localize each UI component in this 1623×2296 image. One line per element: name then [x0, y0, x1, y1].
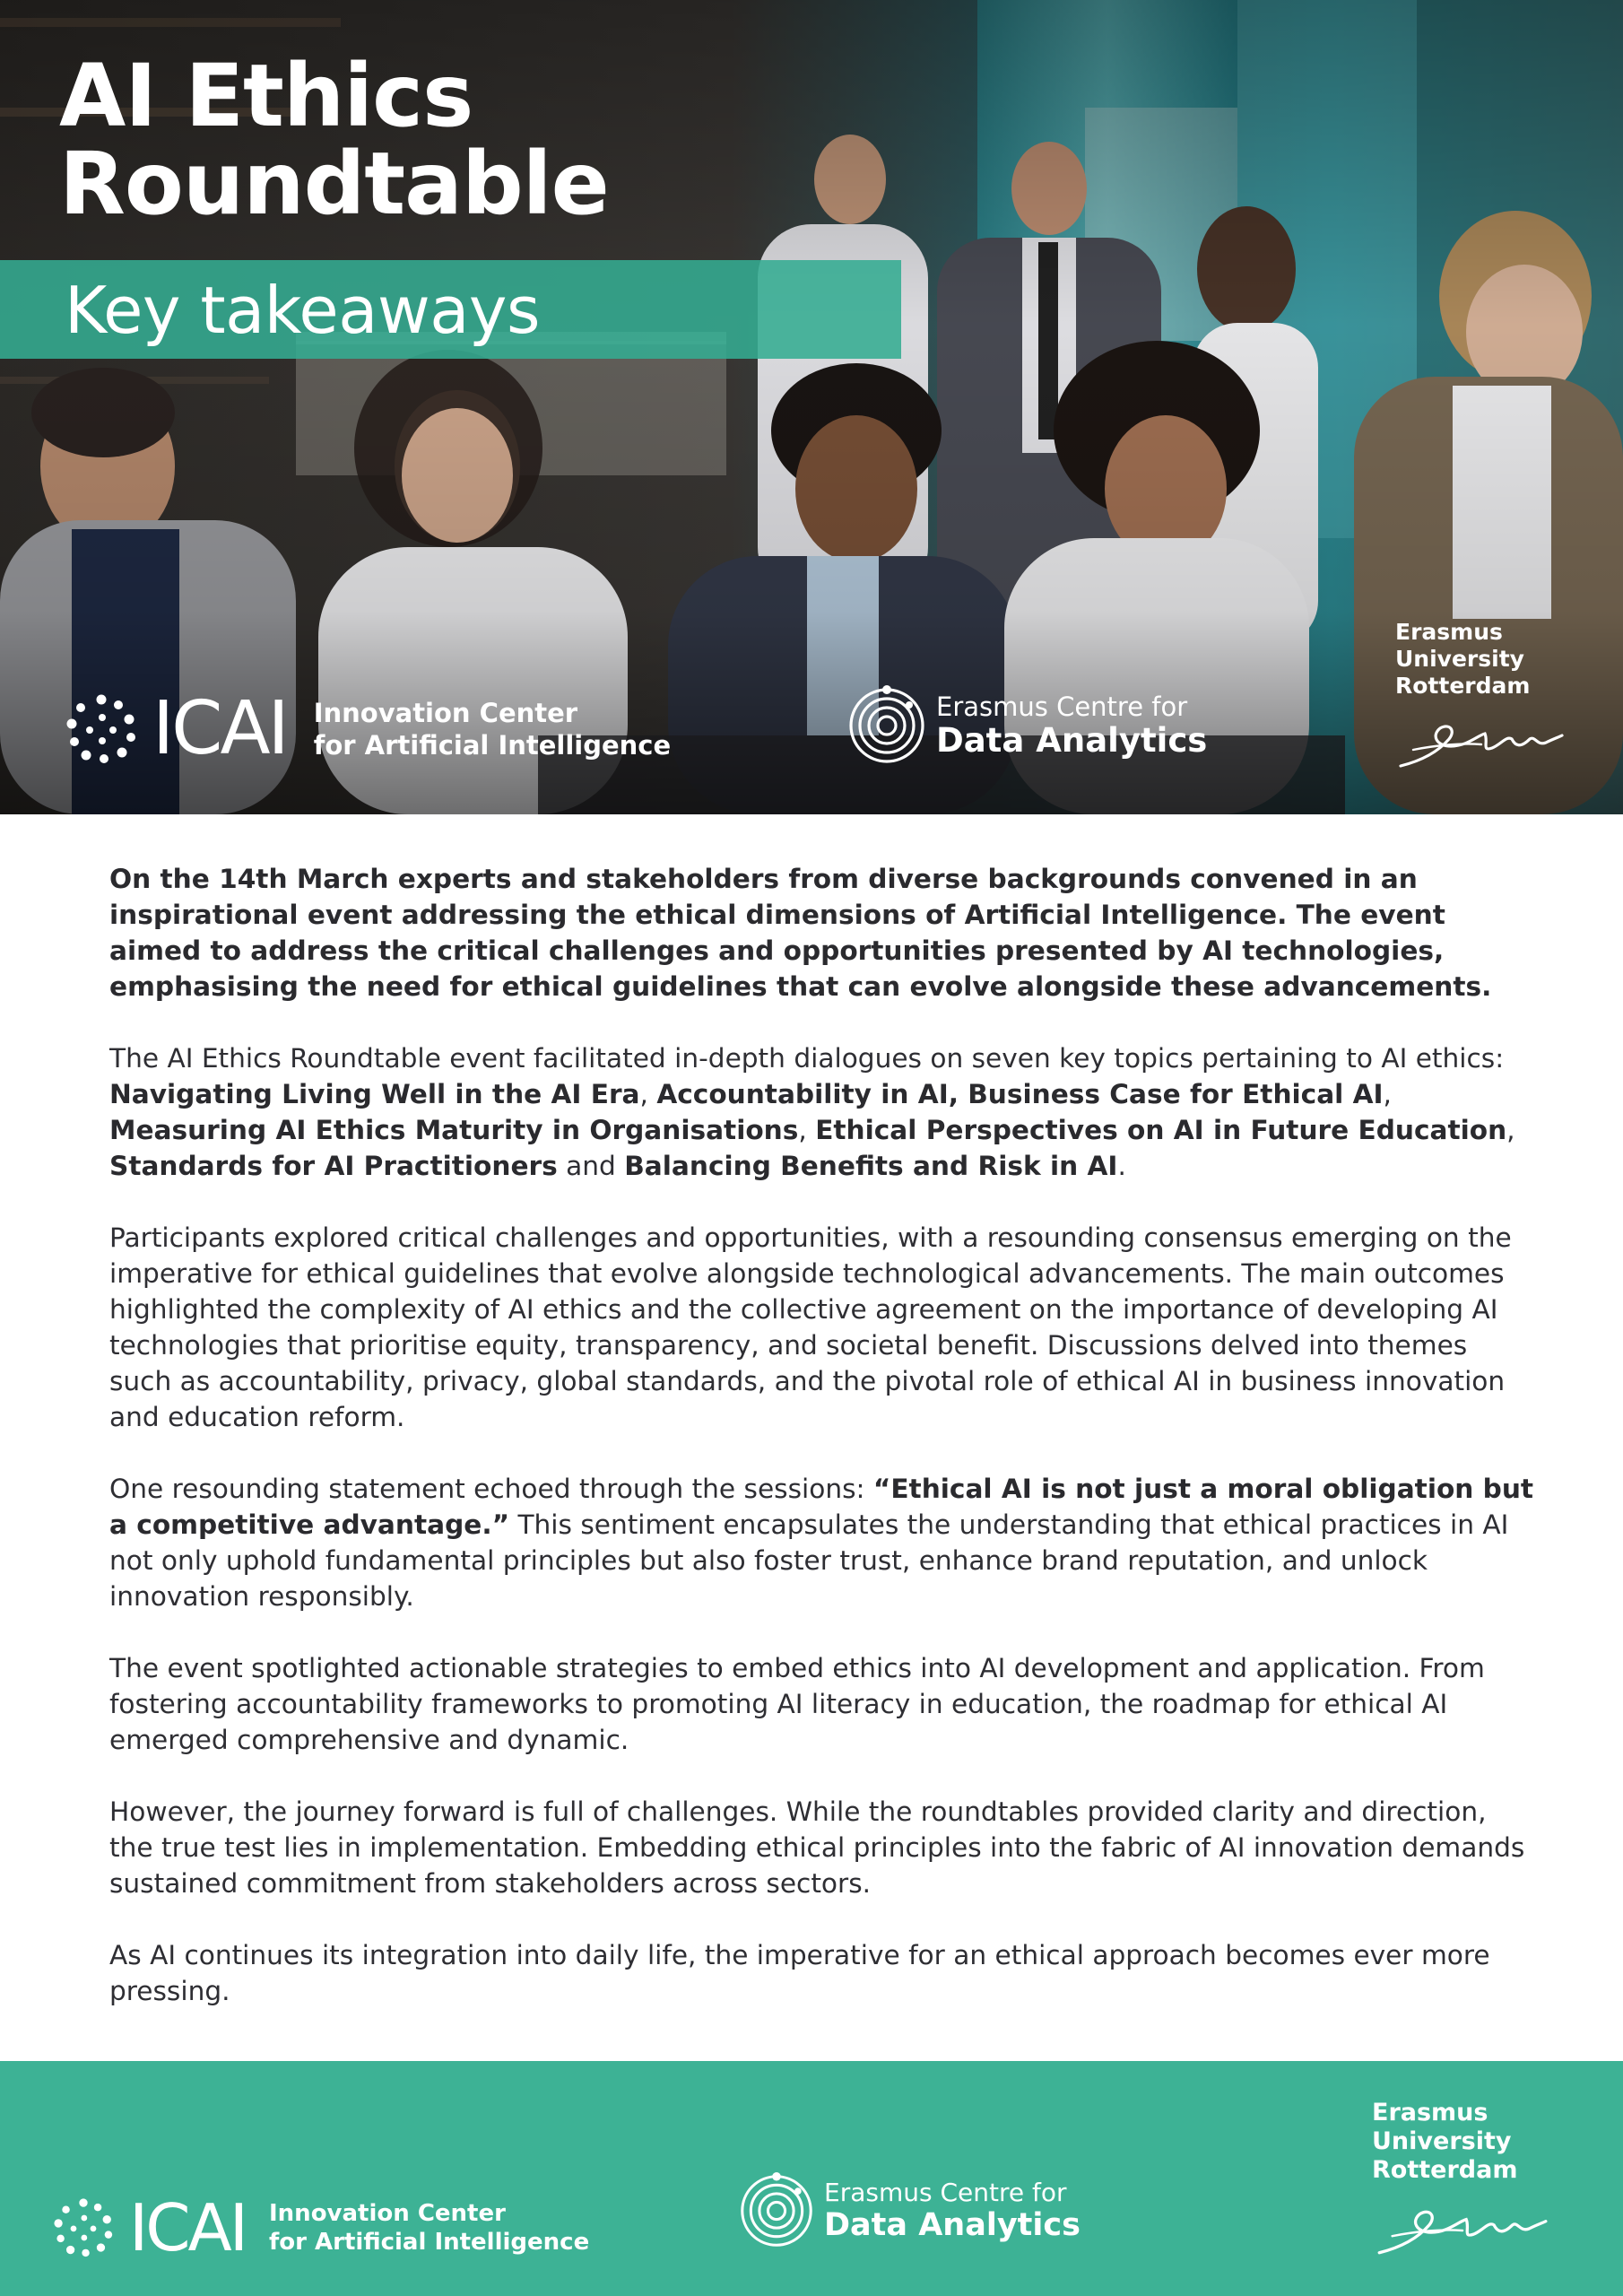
lead-paragraph: On the 14th March experts and stakeholders from diverse backgrounds convened in an inspirational event addressing the ethical dimensions of Artificial Intelligence. The event aimed to address the critical challenges and opportunities presented by AI technologies, emphasising the need for ethical guidelines that can evolve alongside these advancements.: [109, 864, 1492, 1002]
eur-line-3: Rotterdam: [1395, 673, 1531, 699]
quote-intro: One resounding statement echoed through the sessions:: [109, 1474, 873, 1504]
dot-cluster-icon: [66, 694, 136, 764]
footer-eca-line-2: Data Analytics: [824, 2207, 1081, 2243]
topic-maturity: Measuring AI Ethics Maturity in Organisations: [109, 1115, 799, 1145]
footer-icai-subtitle: [269, 2199, 589, 2257]
footer-icai-sub-line-1: Innovation Center: [269, 2200, 506, 2227]
signature-icon: [1395, 716, 1566, 773]
icai-sub-line-2: for Artificial Intelligence: [313, 730, 672, 761]
topics-sep-1: ,: [639, 1079, 657, 1109]
topic-accountability-business-case: Accountability in AI, Business Case for Ethical AI: [656, 1079, 1384, 1109]
topics-paragraph: [109, 1040, 1535, 1184]
outcomes-paragraph: Participants explored critical challenges and opportunities, with a resounding consensus emerging on the imperative for ethical guidelines that evolve alongside technological advancements. The main outcomes highlighted the complexity of AI ethics and the collective agreement on the importance of developing AI technologies that prioritise equity, transparency, and societal benefit. Discussions delved into themes such as accountability, privacy, global standards, and the pivotal role of ethical AI in business innovation and education reform.: [109, 1222, 1512, 1432]
hero-subtitle: Key takeaways: [65, 273, 540, 348]
quote-paragraph: [109, 1471, 1535, 1614]
footer-eur-line-1: Erasmus: [1372, 2099, 1488, 2126]
hero-title: [59, 46, 609, 234]
topic-standards: Standards for AI Practitioners: [109, 1151, 558, 1181]
eca-line-1: Erasmus Centre for: [936, 691, 1188, 722]
footer-icai-wordmark: ICAI: [129, 2190, 246, 2266]
challenges-paragraph: However, the journey forward is full of challenges. While the roundtables provided clarity and direction, the true test lies in implementation. Embedding ethical principles into the fabric of AI innovation demands sustained commitment from stakeholders across sectors.: [109, 1796, 1525, 1899]
quote-rest: This sentiment encapsulates the understanding that ethical practices in AI not only uphold fundamental principles but also foster trust, enhance brand reputation, and unlock innovation responsibly.: [109, 1509, 1509, 1612]
footer-bar: [0, 2061, 1623, 2296]
footer-eca-text: [824, 2179, 1081, 2243]
topics-sep-4: ,: [1506, 1115, 1515, 1145]
topic-education: Ethical Perspectives on AI in Future Education: [815, 1115, 1507, 1145]
dot-cluster-icon: [54, 2198, 113, 2257]
hero-title-line-1: AI Ethics: [59, 46, 473, 146]
icai-wordmark: ICAI: [152, 686, 287, 771]
signature-icon: [1372, 2201, 1551, 2260]
icai-logo: [66, 686, 672, 771]
closing-paragraph: As AI continues its integration into daily life, the imperative for an ethical approach becomes ever more pressing.: [109, 1940, 1490, 2006]
eca-line-2: Data Analytics: [936, 721, 1208, 760]
footer-eca-line-1: Erasmus Centre for: [824, 2178, 1067, 2207]
topics-sep-3: ,: [798, 1115, 816, 1145]
hero-banner: [0, 0, 1623, 814]
topics-end: .: [1117, 1151, 1126, 1181]
eca-logo: [846, 685, 1207, 766]
footer-icai-sub-line-2: for Artificial Intelligence: [269, 2229, 590, 2256]
topic-living-well: Navigating Living Well in the AI Era: [109, 1079, 640, 1109]
topics-and: and: [557, 1151, 625, 1181]
article-body: [109, 861, 1535, 2045]
icai-sub-line-1: Innovation Center: [313, 698, 578, 728]
footer-icai-logo: [54, 2190, 590, 2266]
hero-title-line-2: Roundtable: [59, 134, 609, 234]
eur-logo: [1395, 619, 1566, 773]
footer-eur-line-3: Rotterdam: [1372, 2156, 1518, 2184]
concentric-circles-icon: [738, 2172, 815, 2249]
concentric-circles-icon: [846, 685, 927, 766]
icai-subtitle: [314, 697, 671, 761]
subtitle-band: [0, 260, 901, 359]
eur-line-1: Erasmus: [1395, 619, 1503, 645]
topics-intro: The AI Ethics Roundtable event facilitated in-depth dialogues on seven key topics pertaining to AI ethics:: [109, 1043, 1505, 1074]
strategies-paragraph: The event spotlighted actionable strategies to embed ethics into AI development and application. From fostering accountability frameworks to promoting AI literacy in education, the roadmap for ethical AI emerged comprehensive and dynamic.: [109, 1653, 1485, 1755]
key-quote: “Ethical AI is not just a moral obligation but a competitive advantage.”: [109, 1474, 1534, 1540]
eur-line-2: University: [1395, 646, 1524, 672]
footer-eur-line-2: University: [1372, 2127, 1512, 2155]
footer-eca-logo: [738, 2172, 1081, 2249]
footer-eur-logo: [1372, 2099, 1551, 2260]
topic-benefits-risk: Balancing Benefits and Risk in AI: [624, 1151, 1118, 1181]
eca-text: [936, 691, 1207, 760]
topics-sep-2: ,: [1383, 1079, 1392, 1109]
